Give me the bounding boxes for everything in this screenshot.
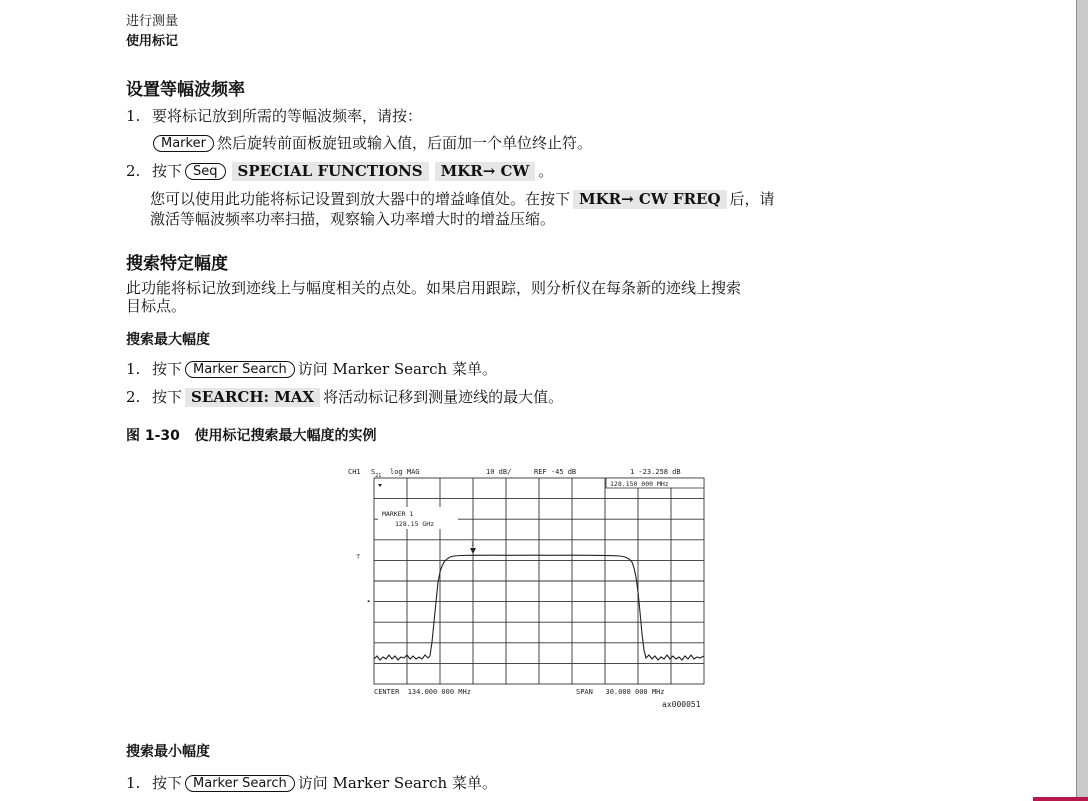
step-press: 按下 <box>152 774 183 792</box>
note-text: 后，请 <box>729 190 775 208</box>
max-step-2 <box>126 387 563 407</box>
cw-note-line-2: 激活等幅波频率功率扫描，观察输入功率增大时的增益压缩。 <box>150 210 556 228</box>
marker-annotation-label: MARKER 1 <box>382 510 414 518</box>
marker-search-key[interactable]: Marker Search <box>185 361 295 378</box>
step-text: 访问 Marker Search 菜单。 <box>297 360 497 378</box>
channel-label: CH1 <box>348 468 361 476</box>
step-press: 按下 <box>152 388 183 406</box>
note-text: 您可以使用此功能将标记设置到放大器中的增益峰值处。在按下 <box>150 190 571 208</box>
reference-tick-mid: ▸ <box>367 597 372 605</box>
figure-caption: 图 1-30 使用标记搜索最大幅度的实例 <box>126 428 377 444</box>
figure-id: ax000051 <box>662 700 701 709</box>
span-label: SPAN 30.000 000 MHz <box>576 688 665 696</box>
scale-label: 10 dB/ <box>486 468 512 476</box>
marker-search-key[interactable]: Marker Search <box>185 775 295 792</box>
active-marker-number: 1 <box>471 542 475 548</box>
page-corner-mark <box>1033 797 1088 801</box>
reference-tick-top: ⊤ <box>356 553 361 561</box>
marker-annotation-freq: 128.15 GHz <box>395 520 435 528</box>
step-text: 访问 Marker Search 菜单。 <box>297 774 497 792</box>
max-step-1 <box>126 359 497 379</box>
softkey-search-max[interactable]: SEARCH: MAX <box>185 388 320 407</box>
min-step-1 <box>126 773 497 793</box>
heading-search-min: 搜索最小幅度 <box>126 744 210 760</box>
marker-frequency-box-text: 128.150 000 MHz <box>610 480 669 488</box>
active-marker-icon <box>470 548 476 554</box>
analyzer-screen-figure <box>340 462 720 712</box>
step-number: 1. <box>126 107 141 125</box>
heading-search-amplitude: 搜索特定幅度 <box>126 254 228 274</box>
cw-step-1 <box>126 106 422 126</box>
step-text: 将活动标记移到测量迹线的最大值。 <box>323 388 564 406</box>
page-edge <box>1076 0 1088 801</box>
heading-cw-frequency: 设置等幅波频率 <box>126 80 245 100</box>
marker-key[interactable]: Marker <box>153 135 214 152</box>
search-para-line-1: 此功能将标记放到迹线上与幅度相关的点处。如果启用跟踪，则分析仪在每条新的迹线上搜索 <box>126 279 742 297</box>
step-end: 。 <box>538 162 554 180</box>
reference-label: REF -45 dB <box>534 468 577 476</box>
seq-key[interactable]: Seq <box>185 163 226 180</box>
softkey-mkr-cw-freq[interactable]: MKR→ CW FREQ <box>573 190 727 209</box>
step-text: 然后旋转前面板旋钮或输入值，后面加一个单位终止符。 <box>216 134 592 152</box>
cw-note-line-1 <box>150 189 775 209</box>
header-chapter: 进行测量 <box>126 14 179 29</box>
step-press: 按下 <box>152 360 183 378</box>
center-frequency-label: CENTER 134.000 000 MHz <box>374 688 471 696</box>
header-section: 使用标记 <box>126 34 179 49</box>
format-label: log MAG <box>390 468 420 476</box>
s-param-label: $S_{21}$ <box>371 468 382 479</box>
softkey-special-functions[interactable]: SPECIAL FUNCTIONS <box>232 162 429 181</box>
step-press: 按下 <box>152 162 183 180</box>
step-number: 2. <box>126 162 141 180</box>
step-number: 1. <box>126 774 141 792</box>
heading-search-max: 搜索最大幅度 <box>126 332 210 348</box>
step-text: 要将标记放到所需的等幅波频率，请按： <box>152 107 423 125</box>
top-left-marker-icon <box>378 484 382 487</box>
cw-step-2 <box>126 161 553 181</box>
marker-readout: 1 -23.258 dB <box>630 468 681 476</box>
step-number: 1. <box>126 360 141 378</box>
cw-step-1-detail <box>150 133 592 153</box>
search-para-line-2: 目标点。 <box>126 297 187 315</box>
step-number: 2. <box>126 388 141 406</box>
softkey-mkr-cw[interactable]: MKR→ CW <box>435 162 536 181</box>
